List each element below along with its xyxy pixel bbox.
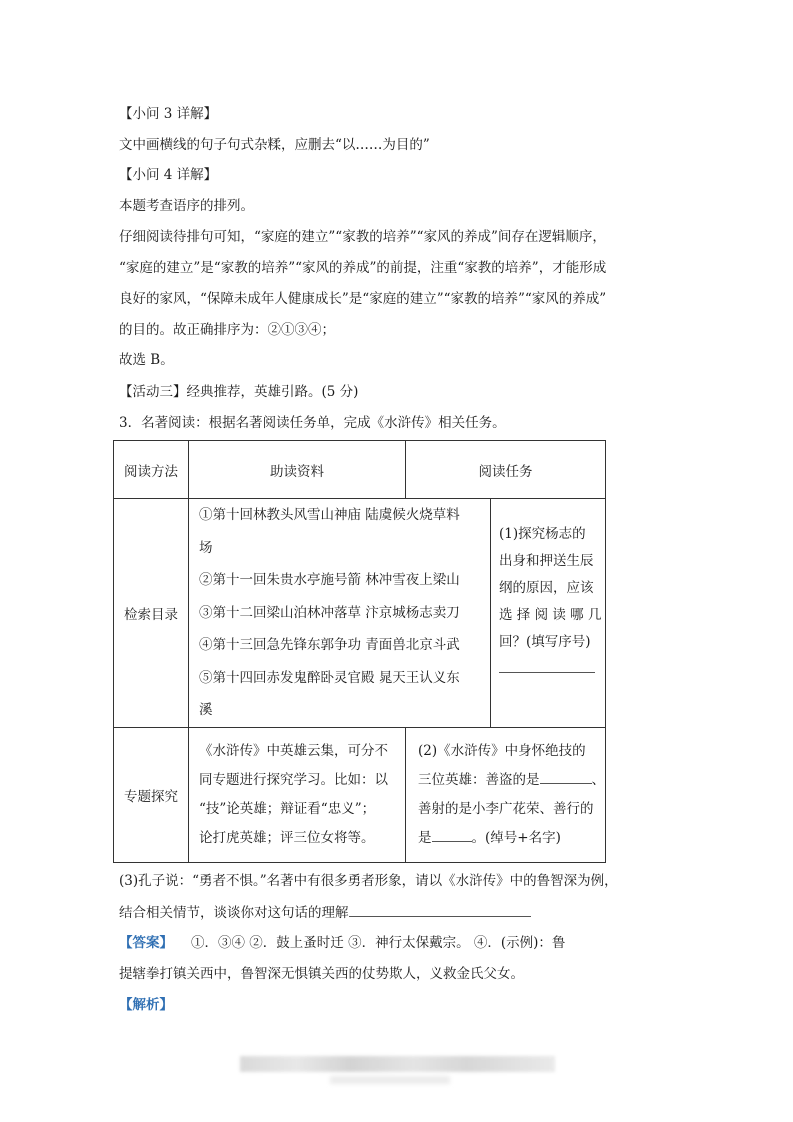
- resource-line: 论打虎英雄；评三位女将等。: [199, 830, 375, 846]
- header-task: 阅读任务: [406, 441, 606, 499]
- q4-heading: 【小问 4 详解】: [119, 167, 218, 183]
- resource-line: ①第十回林教头风雪山神庙 陆虞候火烧草料: [199, 507, 460, 524]
- topic-resources-cell: [189, 728, 406, 863]
- resource-line: 同专题进行探究学习。比如：以: [199, 772, 388, 788]
- task-line: (1)探究杨志的: [499, 526, 586, 542]
- table-row: [114, 728, 606, 863]
- resource-line: ⑤第十四回赤发鬼醉卧灵官殿 晁天王认义东: [199, 669, 460, 686]
- task-line: 选 择 阅 读 哪 几: [499, 607, 602, 623]
- answer-blank[interactable]: [432, 827, 472, 842]
- header-method: 阅读方法: [114, 441, 189, 499]
- task-line: 三位英雄：善盗的是 、: [406, 766, 605, 795]
- question-three: 3．名著阅读：根据名著阅读任务单，完成《水浒传》相关任务。: [119, 415, 506, 431]
- q3-text: 文中画横线的句子句式杂糅，应删去“以……为目的”: [119, 137, 430, 153]
- reading-task-table: [113, 440, 606, 863]
- answer-blank[interactable]: [491, 656, 605, 683]
- blurred-watermark: [240, 1056, 555, 1072]
- task-line: 回？(填写序号): [499, 634, 591, 650]
- q4-line: “家庭的建立”是“家教的培养”“家风的养成”的前提，注重“家教的培养”，才能形成: [119, 260, 607, 276]
- table-row: [114, 499, 606, 728]
- task-cell: [491, 499, 606, 728]
- q4-line: 仔细阅读待排句可知，“家庭的建立”“家教的培养”“家风的养成”间存在逻辑顺序，: [119, 229, 606, 245]
- resource-line: ③第十二回梁山泊林冲落草 汴京城杨志卖刀: [199, 604, 460, 621]
- answer-line: 提辖拳打镇关西中，鲁智深无惧镇关西的仗势欺人，义救金氏父女。: [119, 966, 524, 982]
- sub-question-three-line: (3)孔子说：“勇者不惧。”名著中有很多勇者形象，请以《水浒传》中的鲁智深为例，: [119, 873, 618, 889]
- task-line: (2)《水浒传》中身怀绝技的: [418, 743, 586, 759]
- task-line: 出身和押送生辰: [499, 553, 594, 569]
- task-line: 纲的原因，应该: [499, 580, 594, 596]
- method-search-index: 检索目录: [114, 499, 189, 728]
- resource-line: ④第十三回急先锋东郭争功 青面兽北京斗武: [199, 637, 460, 654]
- answer-line: 【答案】 ①．③④ ②．鼓上蚤时迁 ③．神行太保戴宗。 ④．(示例)：鲁: [119, 935, 566, 951]
- q3-heading: 【小问 3 详解】: [119, 106, 218, 122]
- table-header-row: [114, 441, 606, 499]
- resource-line: 《水浒传》中英雄云集，可分不: [199, 743, 388, 759]
- header-resources: 助读资料: [189, 441, 406, 499]
- task-line: 善射的是小李广花荣、善行的: [418, 801, 594, 817]
- analysis-label: 【解析】: [119, 997, 173, 1013]
- answer-blank[interactable]: [349, 902, 531, 917]
- answer-blank[interactable]: [540, 769, 592, 784]
- method-topic-study: 专题探究: [114, 728, 189, 863]
- resources-cell: [189, 499, 491, 728]
- q4-line: 故选 B。: [119, 352, 174, 368]
- answer-label: 【答案】: [119, 935, 173, 951]
- q4-line: 良好的家风，“保障未成年人健康成长”是“家庭的建立”“家教的培养”“家风的养成”: [119, 291, 607, 307]
- q4-line: 本题考查语序的排列。: [119, 198, 254, 214]
- resource-line: “技”论英雄；辩证看“忠义”；: [199, 801, 376, 817]
- resource-line: ②第十一回朱贵水亭施号箭 林冲雪夜上梁山: [199, 572, 460, 589]
- activity-three-heading: 【活动三】经典推荐，英雄引路。(5 分): [119, 384, 359, 400]
- resource-line: 场: [199, 539, 213, 556]
- topic-task-cell: [406, 728, 606, 863]
- sub-question-three-line: 结合相关情节，谈谈你对这句话的理解: [119, 902, 531, 923]
- blurred-watermark: [330, 1076, 450, 1084]
- q4-line: 的目的。故正确排序为：②①③④；: [119, 322, 335, 338]
- resource-line: 溪: [199, 702, 213, 719]
- task-line: 是 。(绰号+名字): [406, 824, 605, 853]
